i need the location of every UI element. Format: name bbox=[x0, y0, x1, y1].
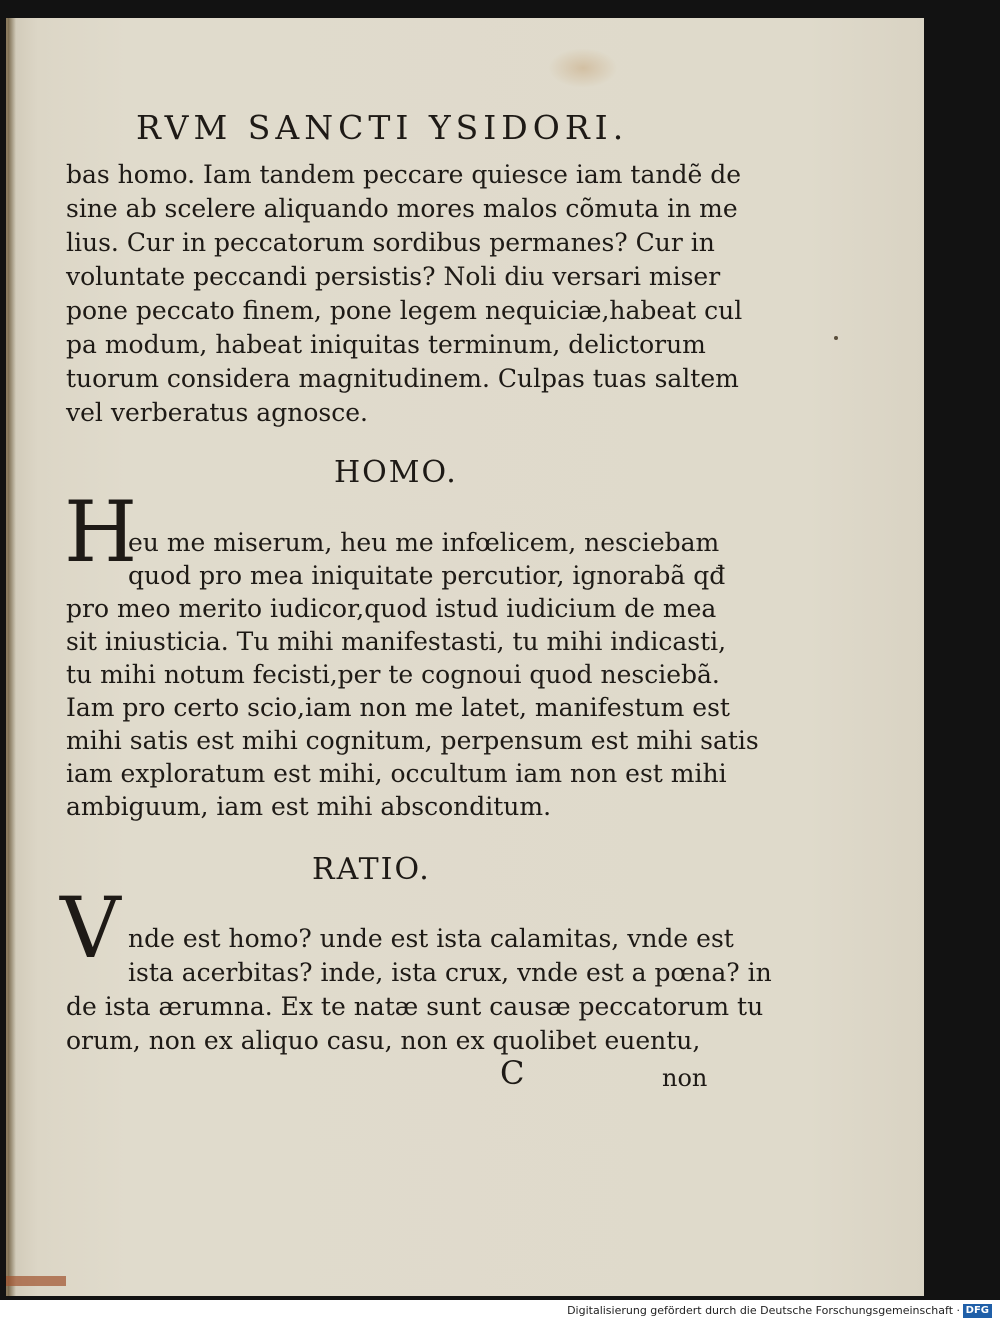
drop-cap-v: V bbox=[60, 879, 121, 977]
text-line: vel verberatus agnosce. bbox=[66, 398, 368, 427]
text-line: tuorum considera magnitudinem. Culpas tuas saltem bbox=[66, 364, 739, 393]
text-line: bas homo. Iam tandem peccare quiesce iam tandẽ de bbox=[66, 160, 741, 189]
text-line: tu mihi notum fecisti,per te cognoui quod nesciebã. bbox=[66, 660, 720, 689]
page-binding-edge bbox=[8, 18, 16, 1296]
text-line: pone peccato finem, pone legem nequiciæ,habeat cul bbox=[66, 296, 743, 325]
text-line: nde est homo? unde est ista calamitas, vnde est bbox=[128, 924, 734, 953]
text-line: voluntate peccandi persistis? Noli diu versari miser bbox=[66, 262, 721, 291]
running-head: RVM SANCTI YSIDORI. bbox=[136, 108, 629, 147]
dfg-logo-icon: DFG bbox=[963, 1304, 992, 1318]
section-heading-ratio: RATIO. bbox=[312, 852, 431, 887]
text-line: pa modum, habeat iniquitas terminum, delictorum bbox=[66, 330, 706, 359]
text-line: sine ab scelere aliquando mores malos cõmuta in me bbox=[66, 194, 738, 223]
section-heading-homo: HOMO. bbox=[334, 455, 458, 490]
catchword: non bbox=[662, 1064, 708, 1092]
text-line: Iam pro certo scio,iam non me latet, manifestum est bbox=[66, 693, 730, 722]
paper-stain bbox=[548, 48, 618, 88]
text-line: lius. Cur in peccatorum sordibus permanes? Cur in bbox=[66, 228, 715, 257]
footer-credit-text: Digitalisierung gefördert durch die Deutsche Forschungsgemeinschaft · bbox=[567, 1304, 960, 1317]
text-line: ambiguum, iam est mihi absconditum. bbox=[66, 792, 552, 821]
drop-cap-h: H bbox=[64, 483, 138, 581]
color-reference-strip bbox=[6, 1276, 66, 1286]
ink-speck bbox=[834, 336, 838, 340]
text-line: iam exploratum est mihi, occultum iam non est mihi bbox=[66, 759, 727, 788]
text-line: sit iniusticia. Tu mihi manifestasti, tu mihi indicasti, bbox=[66, 627, 727, 656]
text-line: de ista ærumna. Ex te natæ sunt causæ peccatorum tu bbox=[66, 992, 764, 1021]
text-line: pro meo merito iudicor,quod istud iudicium de mea bbox=[66, 594, 717, 623]
text-line: ista acerbitas? inde, ista crux, vnde est a pœna? in bbox=[128, 958, 772, 987]
signature-mark: C bbox=[500, 1054, 525, 1092]
text-line: quod pro mea iniquitate percutior, ignorabã qđ bbox=[128, 561, 726, 590]
text-line: eu me miserum, heu me infœlicem, nesciebam bbox=[128, 528, 720, 557]
text-line: orum, non ex aliquo casu, non ex quolibet euentu, bbox=[66, 1026, 701, 1055]
digitization-footer bbox=[0, 1300, 1000, 1322]
text-line: mihi satis est mihi cognitum, perpensum est mihi satis bbox=[66, 726, 759, 755]
